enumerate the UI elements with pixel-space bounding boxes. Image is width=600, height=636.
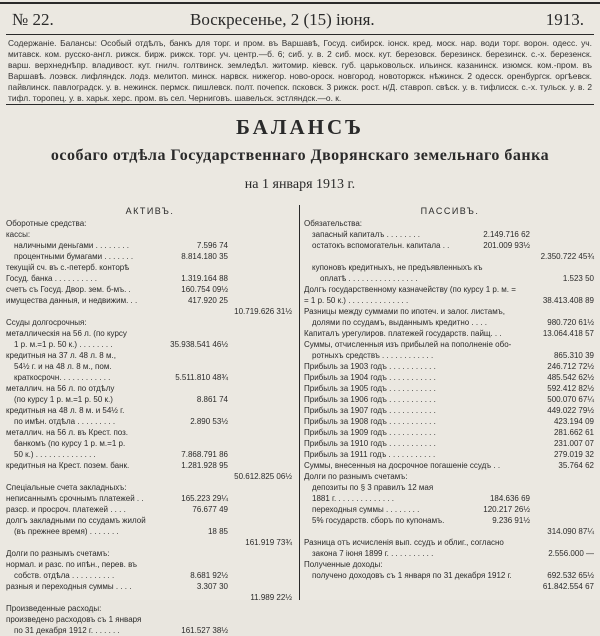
assets-row: [6, 339, 294, 350]
assets-row: [6, 526, 294, 537]
liabilities-row: [304, 416, 596, 427]
assets-row-label: (по курсу 1 р. м.=1 р. 50 к.): [14, 395, 113, 404]
liabilities-row-label: Капиталъ урегулиров. платежей государств. пайщ. . .: [304, 329, 502, 338]
document-subtitle: особаго отдѣла Государственнаго Дворянскаго земельнаго банка: [50, 147, 550, 164]
liabilities-row: [304, 339, 596, 350]
assets-row-amount: 1.281.928 95: [181, 461, 228, 470]
liabilities-row-label: Прибыль за 1908 годъ . . . . . . . . . . .: [304, 417, 436, 426]
assets-row-label: неписаннымъ срочнымъ платежей . .: [6, 494, 144, 503]
assets-heading: АКТИВЪ.: [125, 206, 175, 216]
assets-row-label: Ссуды долгосрочныя:: [6, 318, 87, 327]
liabilities-row-total: 13.064.418 57: [542, 329, 594, 338]
assets-row-label: счетъ съ Госуд. Двор. зем. б-мъ. .: [6, 285, 131, 294]
liabilities-row-label: Суммы, отчисленныя изъ прибылей на пополненіе обо-: [304, 340, 512, 349]
assets-row: [6, 218, 294, 229]
liabilities-row: [304, 273, 596, 284]
assets-row-label: Оборотные средства:: [6, 219, 87, 228]
assets-row: [6, 240, 294, 251]
assets-row-label: процентными бумагами . . . . . . .: [14, 252, 134, 261]
liabilities-column: [304, 205, 596, 592]
liabilities-row: [304, 295, 596, 306]
liabilities-row: [304, 328, 596, 339]
assets-row: [6, 504, 294, 515]
liabilities-row: [304, 251, 596, 262]
issue-number: № 22.: [12, 10, 54, 29]
assets-row: [6, 317, 294, 328]
liabilities-row-label: Долги по разнымъ счетамъ:: [304, 472, 408, 481]
liabilities-row: [304, 383, 596, 394]
liabilities-row: [304, 262, 596, 273]
assets-row-amount: 1.319.164 88: [181, 274, 228, 283]
assets-row-label: имущества данныя, и недвижим. . .: [6, 296, 138, 305]
liabilities-row-label: 5% государств. сборъ по купонамъ.: [312, 516, 445, 525]
liabilities-row-total: 279.019 32: [553, 450, 594, 459]
assets-row-amount: 8.861 74: [196, 395, 228, 404]
assets-row-label: Госуд. банка . . . . . . . . . .: [6, 274, 97, 283]
assets-row-amount: 2.890 53½: [190, 417, 228, 426]
liabilities-heading: ПАССИВЪ.: [420, 206, 480, 216]
liabilities-row-total: 692.532 65½: [547, 571, 594, 580]
assets-row: [6, 471, 294, 482]
assets-row-amount: 5.511.810 48¾: [175, 373, 228, 382]
assets-row-label: разср. и просроч. платежей . . . .: [6, 505, 126, 514]
liabilities-row-total: 38.413.408 89: [542, 296, 594, 305]
assets-row: [6, 427, 294, 438]
liabilities-row: [304, 405, 596, 416]
assets-row: [6, 537, 294, 548]
liabilities-row: [304, 427, 596, 438]
assets-row: [6, 438, 294, 449]
assets-row-label: Спеціальные счета закладныхъ:: [6, 483, 127, 492]
contents-rule: [6, 104, 594, 105]
assets-row-label: 1 р. м.=1 р. 50 к.) . . . . . . . .: [14, 340, 113, 349]
assets-row: [6, 284, 294, 295]
liabilities-row-label: Прибыль за 1910 годъ . . . . . . . . . . .: [304, 439, 436, 448]
liabilities-row-label: запасный капиталъ . . . . . . . .: [312, 230, 420, 239]
assets-row: [6, 328, 294, 339]
liabilities-row: [304, 306, 596, 317]
assets-row-total: 11.989 22½: [250, 593, 292, 602]
assets-row-label: наличными деньгами . . . . . . . .: [14, 241, 129, 250]
assets-row-label: металлич. на 56 л. по отдѣлу: [6, 384, 115, 393]
liabilities-row-total: 281.662 61: [553, 428, 594, 437]
assets-row-label: кредитныя на 48 л. 8 м. и 54½ г.: [6, 406, 125, 415]
liabilities-row: [304, 284, 596, 295]
assets-row-amount: 76.677 49: [192, 505, 228, 514]
assets-row: [6, 372, 294, 383]
liabilities-row-label: ротныхъ средствъ . . . . . . . . . . . .: [312, 351, 434, 360]
assets-row-amount: 7.596 74: [196, 241, 228, 250]
assets-row: [6, 350, 294, 361]
liabilities-row: [304, 526, 596, 537]
liabilities-row: [304, 581, 596, 592]
assets-column: [6, 205, 294, 636]
liabilities-row-amount: 184.636 69: [489, 494, 530, 503]
assets-row: [6, 493, 294, 504]
liabilities-row-total: 592.412 82½: [547, 384, 594, 393]
assets-row-label: по 31 декабря 1912 г. . . . . . .: [14, 626, 120, 635]
assets-row: [6, 570, 294, 581]
liabilities-row-amount: 9.236 91½: [492, 516, 530, 525]
liabilities-row-total: 485.542 62½: [547, 373, 594, 382]
assets-row: [6, 449, 294, 460]
liabilities-row: [304, 449, 596, 460]
liabilities-row: [304, 372, 596, 383]
liabilities-row-label: 1881 г. . . . . . . . . . . . . .: [312, 494, 394, 503]
column-divider: [299, 205, 300, 600]
liabilities-row-label: закона 7 іюня 1899 г. . . . . . . . . . .: [312, 549, 434, 558]
assets-row: [6, 515, 294, 526]
assets-row: [6, 416, 294, 427]
assets-row-label: Произведенные расходы:: [6, 604, 102, 613]
assets-row-amount: 161.527 38½: [181, 626, 228, 635]
document-title: БАЛАНСЪ: [236, 115, 364, 139]
top-border: [0, 2, 600, 4]
masthead-rule: [6, 34, 594, 35]
liabilities-row-total: 865.310 39: [553, 351, 594, 360]
liabilities-row-label: Долгъ государственному казначейству (по курсу 1 р. м. =: [304, 285, 516, 294]
liabilities-row-total: 2.350.722 45¾: [540, 252, 594, 261]
liabilities-row: [304, 229, 596, 240]
liabilities-row: [304, 394, 596, 405]
assets-row-total: 10.719.626 31½: [234, 307, 292, 316]
liabilities-row-label: Прибыль за 1904 годъ . . . . . . . . . . .: [304, 373, 436, 382]
assets-row-label: (въ прежнее время) . . . . . . .: [14, 527, 119, 536]
assets-row-label: кассы:: [6, 230, 31, 239]
assets-row: [6, 460, 294, 471]
assets-row-amount: 3.307 30: [196, 582, 228, 591]
assets-row: [6, 273, 294, 284]
liabilities-row: [304, 361, 596, 372]
liabilities-row-total: 231.007 07: [553, 439, 594, 448]
liabilities-row-total: 246.712 72½: [547, 362, 594, 371]
liabilities-row-total: 1.523 50: [562, 274, 594, 283]
assets-row-amount: 7.868.791 86: [181, 450, 228, 459]
assets-row: [6, 251, 294, 262]
assets-row-label: кредитныя на 37 л. 48 л. 8 м.,: [6, 351, 116, 360]
assets-row-amount: 165.223 29¼: [181, 494, 228, 503]
liabilities-row: [304, 515, 596, 526]
liabilities-row-label: Суммы, внесенныя на досрочное погашеніе ссудъ . .: [304, 461, 501, 470]
issue-year: 1913.: [545, 10, 584, 29]
assets-row: [6, 383, 294, 394]
assets-row-label: собств. отдѣла . . . . . . . . . .: [14, 571, 115, 580]
assets-row: [6, 559, 294, 570]
masthead: [10, 10, 590, 32]
liabilities-row: [304, 460, 596, 471]
liabilities-row-amount: 201.009 93½: [483, 241, 530, 250]
liabilities-row-label: оплатѣ . . . . . . . . . . . . . . . .: [320, 274, 418, 283]
liabilities-row: [304, 504, 596, 515]
document-date: на 1 января 1913 г.: [244, 177, 356, 192]
liabilities-row-label: = 1 р. 50 к.) . . . . . . . . . . . . . .: [304, 296, 409, 305]
issue-date: Воскресенье, 2 (15) іюня.: [190, 10, 375, 29]
liabilities-row-total: 449.022 79½: [547, 406, 594, 415]
assets-row-amount: 18 85: [207, 527, 228, 536]
liabilities-row-label: Прибыль за 1903 годъ . . . . . . . . . . .: [304, 362, 436, 371]
liabilities-row-label: депозиты по § 3 правилъ 12 мая: [312, 483, 434, 492]
assets-row-label: текущій сч. въ с.-петерб. конторѣ: [6, 263, 130, 272]
assets-row-label: краткосрочн. . . . . . . . . . . .: [14, 373, 111, 382]
liabilities-row-total: 35.764 62: [558, 461, 594, 470]
assets-row-label: банкомъ (по курсу 1 р. м.=1 р.: [14, 439, 126, 448]
assets-row-amount: 35.938.541 46½: [170, 340, 228, 349]
assets-row: [6, 482, 294, 493]
liabilities-row-label: долями по ссудамъ, выданнымъ кредитно . . . .: [312, 318, 488, 327]
liabilities-row: [304, 350, 596, 361]
liabilities-row-amount: 2.149.716 62: [483, 230, 530, 239]
liabilities-row-label: получено доходовъ съ 1 января по 31 декабря 1912 г.: [312, 571, 512, 580]
liabilities-row: [304, 559, 596, 570]
assets-row: [6, 614, 294, 625]
assets-row-label: по имѣн. отдѣла . . . . . . . . .: [14, 417, 116, 426]
assets-row: [6, 548, 294, 559]
liabilities-row: [304, 570, 596, 581]
assets-row: [6, 229, 294, 240]
assets-row-amount: 160.754 09½: [181, 285, 228, 294]
assets-row: [6, 581, 294, 592]
assets-row: [6, 603, 294, 614]
liabilities-row-label: остатокъ вспомогательн. капитала . .: [312, 241, 450, 250]
assets-row-label: нормал. и разс. по ипѣн., перев. въ: [6, 560, 138, 569]
liabilities-row-label: Прибыль за 1906 годъ . . . . . . . . . . .: [304, 395, 436, 404]
liabilities-row-label: Прибыль за 1911 годъ . . . . . . . . . . .: [304, 450, 436, 459]
assets-rows: [6, 218, 294, 636]
liabilities-row-total: 314.090 87¼: [547, 527, 594, 536]
liabilities-row: [304, 548, 596, 559]
liabilities-row-label: Полученные доходы:: [304, 560, 383, 569]
assets-row-label: произведено расходовъ съ 1 января: [6, 615, 142, 624]
assets-row-amount: 8.681 92½: [190, 571, 228, 580]
liabilities-row-label: Разница отъ исчисленія вып. ссудъ и облиг., согласно: [304, 538, 504, 547]
liabilities-row-total: 500.070 67¼: [547, 395, 594, 404]
assets-row-label: 50 к.) . . . . . . . . . . . . . .: [14, 450, 96, 459]
table-of-contents: Содержаніе. Балансы: Особый отдѣлъ, банкъ для торг. и пром. въ Варшавѣ, Госуд. сибирск. іонск. кред. моск. нар. води торг. ворон. одесс. уч. митавск. ком. русско-англ. рижск. бирж. рижск. торг. уч. центр.—б. 6; сиб. у. в. 2 сиб. моск. кут. березовск. березинск. березинск. с.-х. березенск. варш. верхнеднѣпр. владивост. кут. гнилч. голтвинск. земледѣл. житомир. кіевск. губ. царьковольск. ильинск. казанинск. изюмск. ком.-пром. въ Варшавѣ. лоэвск. лифляндск. лодз. мелитоп. минск. нарвск. нижегор. ново-ороск. новгород. новоторжск. нѣжинск. 2 одесск. оренбургск. оргѣевск. пайвлинск. павлоградск. у. в. нежинск. пермск. пишлевск. полт. почепск. псковск. 3 рижск. рост. н/Д. ставроп. свѣск. у. в. тифлисск. с.-х. тульск. у. в. 2 тифл. торопец. у. в. харьк. херс. пром. въ сел. Черниговъ. шавельск. эстляндск.—о. к.: [8, 38, 592, 103]
assets-row-label: долгъ закладными по ссудамъ жилой: [6, 516, 146, 525]
liabilities-row: [304, 218, 596, 229]
liabilities-row-total: 423.194 09: [553, 417, 594, 426]
liabilities-row-label: Прибыль за 1907 годъ . . . . . . . . . . .: [304, 406, 436, 415]
assets-row: [6, 625, 294, 636]
assets-row-amount: 417.920 25: [187, 296, 228, 305]
liabilities-rows: [304, 218, 596, 592]
assets-row-label: металлическія на 56 л. (по курсу: [6, 329, 127, 338]
assets-row-total: 50.612.825 06½: [234, 472, 292, 481]
liabilities-row: [304, 537, 596, 548]
liabilities-row-label: Прибыль за 1905 годъ . . . . . . . . . . .: [304, 384, 436, 393]
assets-row: [6, 405, 294, 416]
assets-row-label: металлич. на 56 л. въ Крест. поз.: [6, 428, 129, 437]
assets-row: [6, 306, 294, 317]
liabilities-row-label: купоновъ кредитныхъ, не предъявленныхъ къ: [312, 263, 483, 272]
liabilities-row-label: Разницы между суммами по ипотеч. и залог. листамъ,: [304, 307, 505, 316]
assets-row-label: 54½ г. и на 48 л. 8 м., пом.: [14, 362, 112, 371]
assets-row-total: 161.919 73¾: [245, 538, 292, 547]
liabilities-row-label: Прибыль за 1909 годъ . . . . . . . . . . .: [304, 428, 436, 437]
liabilities-row-total: 2.556.000 —: [548, 549, 594, 558]
assets-row-amount: 8.814.180 35: [181, 252, 228, 261]
liabilities-row: [304, 240, 596, 251]
assets-row: [6, 592, 294, 603]
assets-row-label: Долги по разнымъ счетамъ:: [6, 549, 110, 558]
liabilities-row-label: переходныя суммы . . . . . . . .: [312, 505, 420, 514]
assets-row: [6, 295, 294, 306]
assets-row-label: кредитныя на Крест. позем. банк.: [6, 461, 130, 470]
liabilities-row: [304, 438, 596, 449]
liabilities-row: [304, 493, 596, 504]
liabilities-row: [304, 471, 596, 482]
assets-row: [6, 262, 294, 273]
liabilities-row-total: 980.720 61½: [547, 318, 594, 327]
assets-row-label: разныя и переходныя суммы . . . .: [6, 582, 132, 591]
liabilities-row-amount: 120.217 26½: [483, 505, 530, 514]
assets-row: [6, 394, 294, 405]
assets-row: [6, 361, 294, 372]
liabilities-row: [304, 317, 596, 328]
liabilities-row-total: 61.842.554 67: [542, 582, 594, 591]
liabilities-row: [304, 482, 596, 493]
liabilities-row-label: Обязательства:: [304, 219, 362, 228]
